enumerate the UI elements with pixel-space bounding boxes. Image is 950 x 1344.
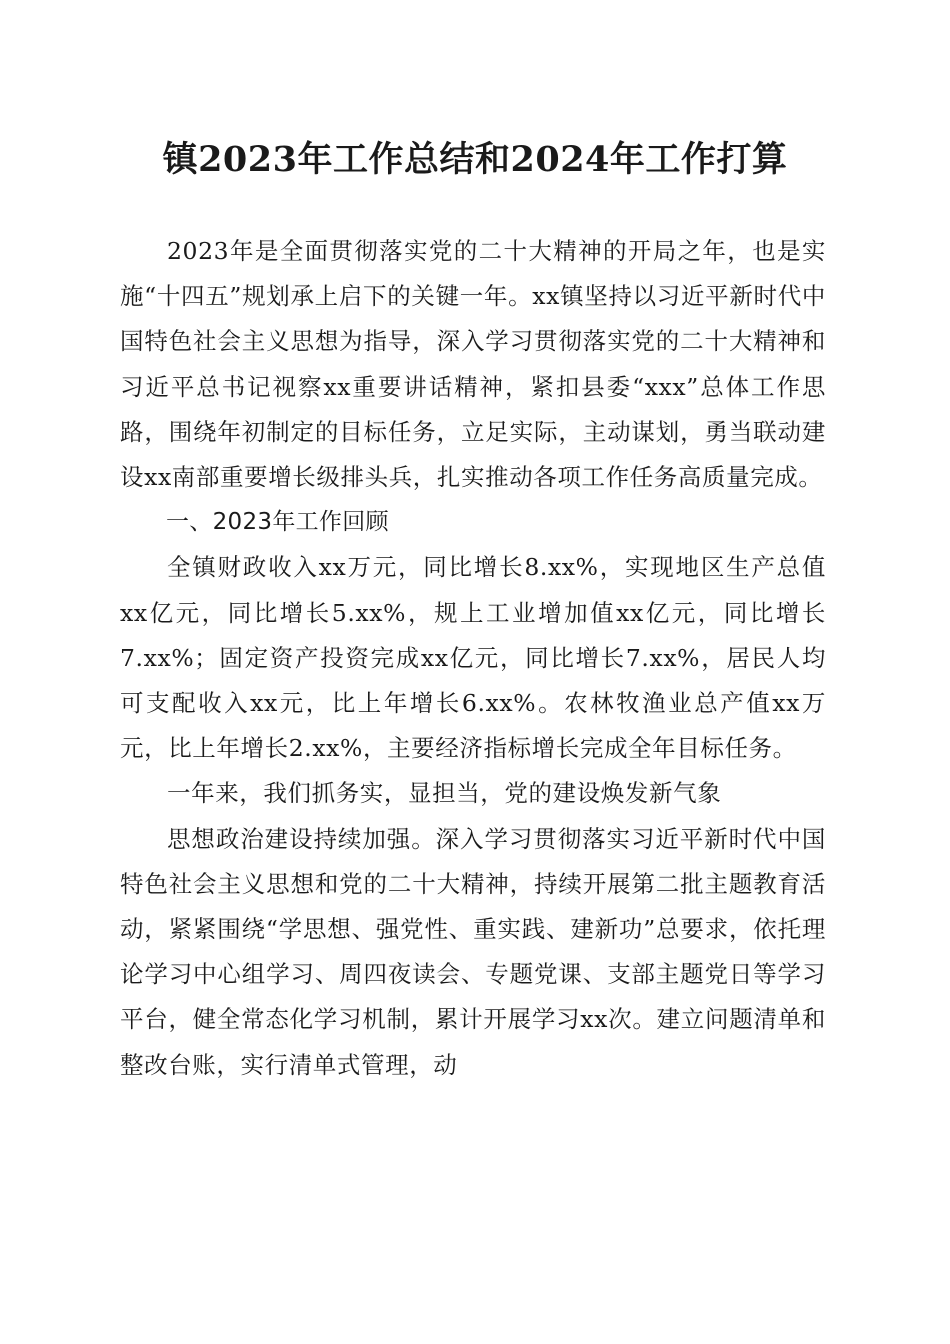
ideological-building-paragraph: 思想政治建设持续加强。深入学习贯彻落实习近平新时代中国特色社会主义思想和党的二十大精神，持续开展第二批主题教育活动，紧紧围绕“学思想、强党性、重实践、建新功”总要求，依托理论学习中心组学习、周四夜读会、专题党课、支部主题党日等学习平台，健全常态化学习机制，累计开展学习xx次。建立问题清单和整改台账，实行清单式管理，动 xyxy=(120,824,826,1079)
economic-indicators-paragraph: 全镇财政收入xx万元，同比增长8.xx%，实现地区生产总值xx亿元，同比增长5.xx%，规上工业增加值xx亿元，同比增长7.xx%；固定资产投资完成xx亿元，同比增长7.xx%，居民人均可支配收入xx元，比上年增长6.xx%。农林牧渔业总产值xx万元，比上年增长2.xx%，主要经济指标增长完成全年目标任务。 xyxy=(120,553,826,763)
intro-paragraph: 2023年是全面贯彻落实党的二十大精神的开局之年，也是实施“十四五”规划承上启下的关键一年。xx镇坚持以习近平新时代中国特色社会主义思想为指导，深入学习贯彻落实党的二十大精神和习近平总书记视察xx重要讲话精神，紧扣县委“xxx”总体工作思路，围绕年初制定的目标任务，立足实际，主动谋划，勇当联动建设xx南部重要增长级排头兵，扎实推动各项工作任务高质量完成。 xyxy=(120,237,826,492)
party-building-subheading: 一年来，我们抓务实，显担当，党的建设焕发新气象 xyxy=(167,779,722,808)
document-body xyxy=(120,229,826,1088)
document-title: 镇2023年工作总结和2024年工作打算 xyxy=(162,139,788,180)
section-heading-review: 一、2023年工作回顾 xyxy=(166,509,389,536)
